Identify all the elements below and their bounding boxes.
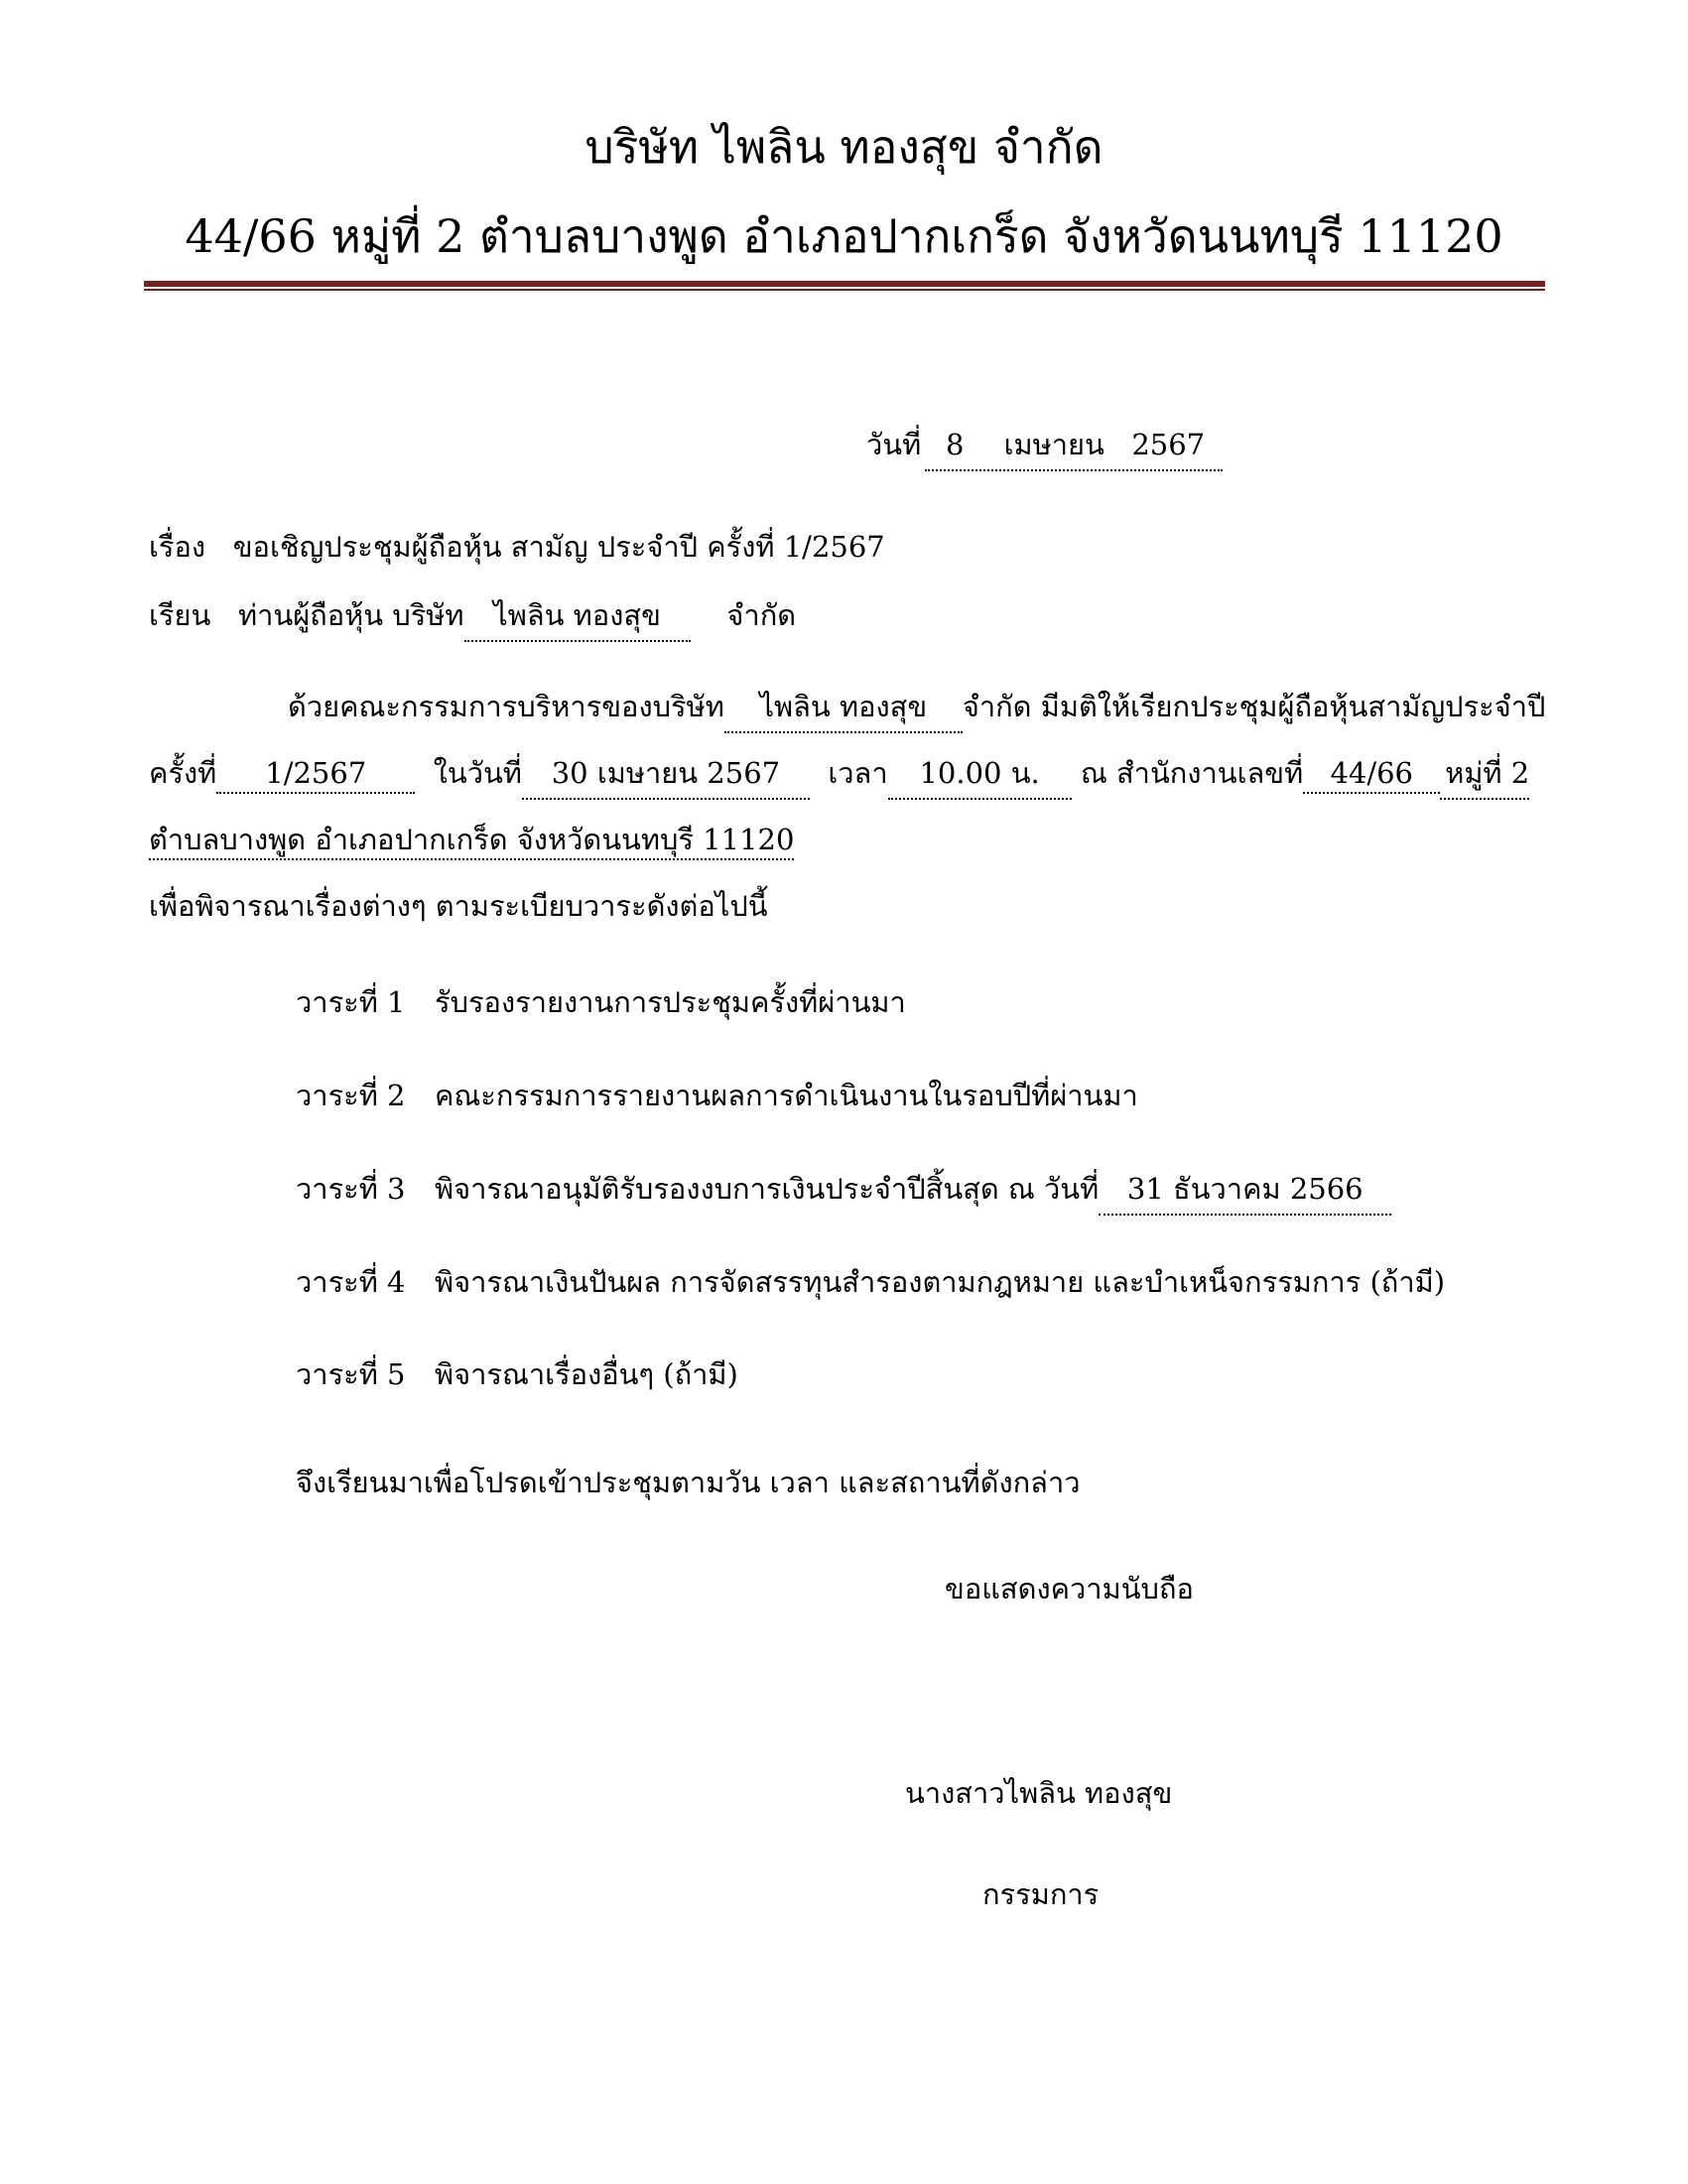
agenda-label: วาระที่ 5: [296, 1357, 406, 1391]
agenda-text: คณะกรรมการรายงานผลการดำเนินงานในรอบปีที่ผ่านมา: [435, 1079, 1138, 1112]
agenda-item: [296, 1351, 738, 1397]
agenda-text: พิจารณาอนุมัติรับรองงบการเงินประจำปีสิ้นสุด ณ วันที่: [435, 1172, 1100, 1206]
agenda-item: [296, 1073, 1138, 1118]
office-number: 44/66: [1303, 756, 1440, 794]
body-text-2b: ในวันที่: [433, 756, 522, 790]
body-text-2d: ณ สำนักงานเลขที่: [1080, 756, 1304, 790]
agenda-label: วาระที่ 1: [296, 985, 406, 1019]
agenda-text: พิจารณาเงินปันผล การจัดสรรทุนสำรองตามกฎหมาย และบำเหน็จกรรมการ (ถ้ามี): [435, 1265, 1446, 1299]
subject-label: เรื่อง: [149, 530, 206, 564]
fiscal-year-end-date: 31 ธันวาคม 2566: [1099, 1166, 1391, 1216]
to-company: ไพลิน ทองสุข: [464, 592, 691, 642]
agenda-text: พิจารณาเรื่องอื่นๆ (ถ้ามี): [435, 1357, 738, 1391]
agenda-item: [296, 1259, 1445, 1305]
signer-position: กรรมการ: [982, 1877, 1100, 1911]
body-line-2: [149, 750, 1529, 800]
body-company: ไพลิน ทองสุข: [724, 684, 963, 733]
closing-regards: ขอแสดงความนับถือ: [945, 1572, 1194, 1606]
to-label: เรียน: [149, 598, 211, 632]
body-text-1a: ด้วยคณะกรรมการบริหารของบริษัท: [288, 690, 724, 723]
agenda-label: วาระที่ 3: [296, 1172, 406, 1206]
body-text-2c: เวลา: [828, 756, 888, 790]
agenda-intro: เพื่อพิจารณาเรื่องต่างๆ ตามระเบียบวาระดังต่อไปนี้: [149, 889, 768, 923]
date-month: เมษายน: [1003, 428, 1104, 461]
company-address: 44/66 หมู่ที่ 2 ตำบลบางพูด อำเภอปากเกร็ด จังหวัดนนทบุรี 11120: [185, 209, 1503, 263]
body-line-4: [149, 883, 768, 929]
body-line-1: [288, 684, 1545, 733]
to-prefix: ท่านผู้ถือหุ้น บริษัท: [237, 598, 464, 632]
agenda-text: รับรองรายงานการประชุมครั้งที่ผ่านมา: [435, 985, 906, 1019]
company-name: บริษัท ไพลิน ทองสุข จำกัด: [584, 120, 1104, 174]
body-text-1b: จำกัด มีมติให้เรียกประชุมผู้ถือหุ้นสามัญประจำปี: [962, 690, 1546, 723]
agenda-label: วาระที่ 2: [296, 1079, 406, 1112]
date-year: 2567: [1131, 428, 1206, 461]
salutation-line: [149, 592, 796, 642]
meeting-date: 30 เมษายน 2567: [522, 750, 810, 800]
body-text-2a: ครั้งที่: [149, 756, 217, 790]
subject-line: [149, 524, 885, 570]
office-address: ตำบลบางพูด อำเภอปากเกร็ด จังหวัดนนทบุรี 11120: [149, 823, 794, 860]
date-label: วันที่: [866, 428, 922, 461]
header-rule-thin: [144, 289, 1545, 291]
agenda-label: วาระที่ 4: [296, 1265, 406, 1299]
to-suffix: จำกัด: [726, 598, 797, 632]
date-value: [925, 422, 1223, 471]
meeting-number: 1/2567: [216, 756, 415, 794]
closing-invitation: จึงเรียนมาเพื่อโปรดเข้าประชุมตามวัน เวลา และสถานที่ดังกล่าว: [296, 1466, 1081, 1499]
agenda-item: [296, 979, 906, 1025]
meeting-time: 10.00 น.: [888, 750, 1072, 800]
body-line-3: [149, 817, 794, 862]
signer-name: นางสาวไพลิน ทองสุข: [905, 1776, 1173, 1810]
date-day: 8: [946, 428, 965, 461]
subject-text: ขอเชิญประชุมผู้ถือหุ้น สามัญ ประจำปี ครั้งที่ 1/2567: [232, 530, 885, 564]
office-moo: หมู่ที่ 2: [1440, 750, 1529, 800]
date-line: [866, 422, 1223, 471]
agenda-item: [296, 1166, 1391, 1216]
header-rule: [144, 281, 1545, 287]
